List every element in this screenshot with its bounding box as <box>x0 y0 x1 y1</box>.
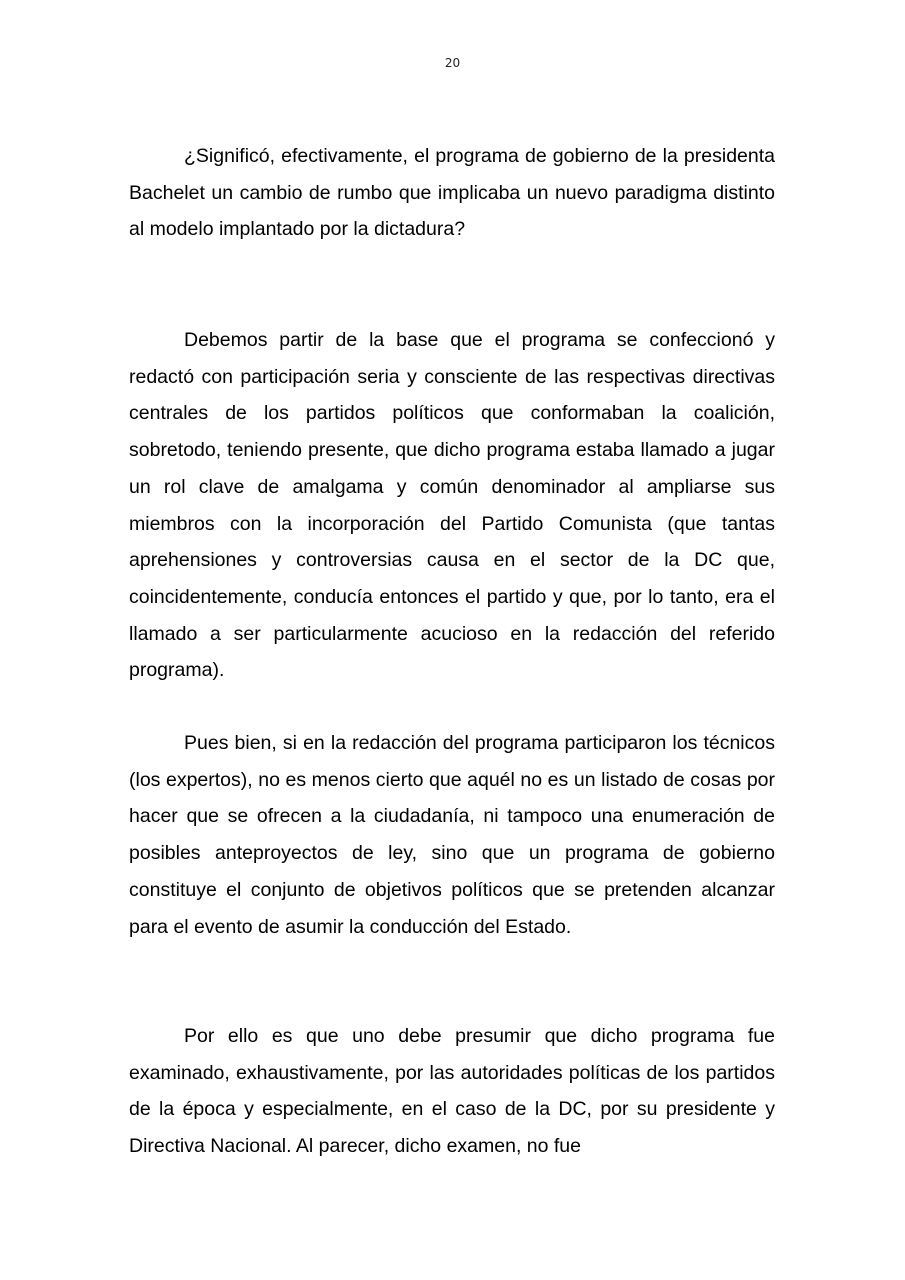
page-number: 20 <box>444 56 461 70</box>
paragraph-program-definition: Pues bien, si en la redacción del programa participaron los técnicos (los expertos), no es menos cierto que aquél no es un listado de cosas por hacer que se ofrecen a la ciudadanía, ni tampoco una enumeración de posibles anteproyectos de ley, sino que un programa de gobierno constituye el conjunto de objetivos políticos que se pretenden alcanzar para el evento de asumir la conducción del Estado. <box>129 732 775 938</box>
paragraph-question: ¿Significó, efectivamente, el programa de gobierno de la presidenta Bachelet un cambio de rumbo que implicaba un nuevo paradigma distinto al modelo implantado por la dictadura? <box>129 145 775 241</box>
paragraph-program-drafting: Debemos partir de la base que el programa se confeccionó y redactó con participación seria y consciente de las respectivas directivas centrales de los partidos políticos que conformaban la coalición, sobretodo, teniendo presente, que dicho programa estaba llamado a jugar un rol clave de amalgama y común denominador al ampliarse sus miembros con la incorporación del Partido Comunista (que tantas aprehensiones y controversias causa en el sector de la DC que, coincidentemente, conducía entonces el partido y que, por lo tanto, era el llamado a ser particularmente acucioso en la redacción del referido programa). <box>129 329 775 682</box>
paragraph-program-examination: Por ello es que uno debe presumir que dicho programa fue examinado, exhaustivamente, por las autoridades políticas de los partidos de la época y especialmente, en el caso de la DC, por su presidente y Directiva Nacional. Al parecer, dicho examen, no fue <box>129 1025 775 1158</box>
